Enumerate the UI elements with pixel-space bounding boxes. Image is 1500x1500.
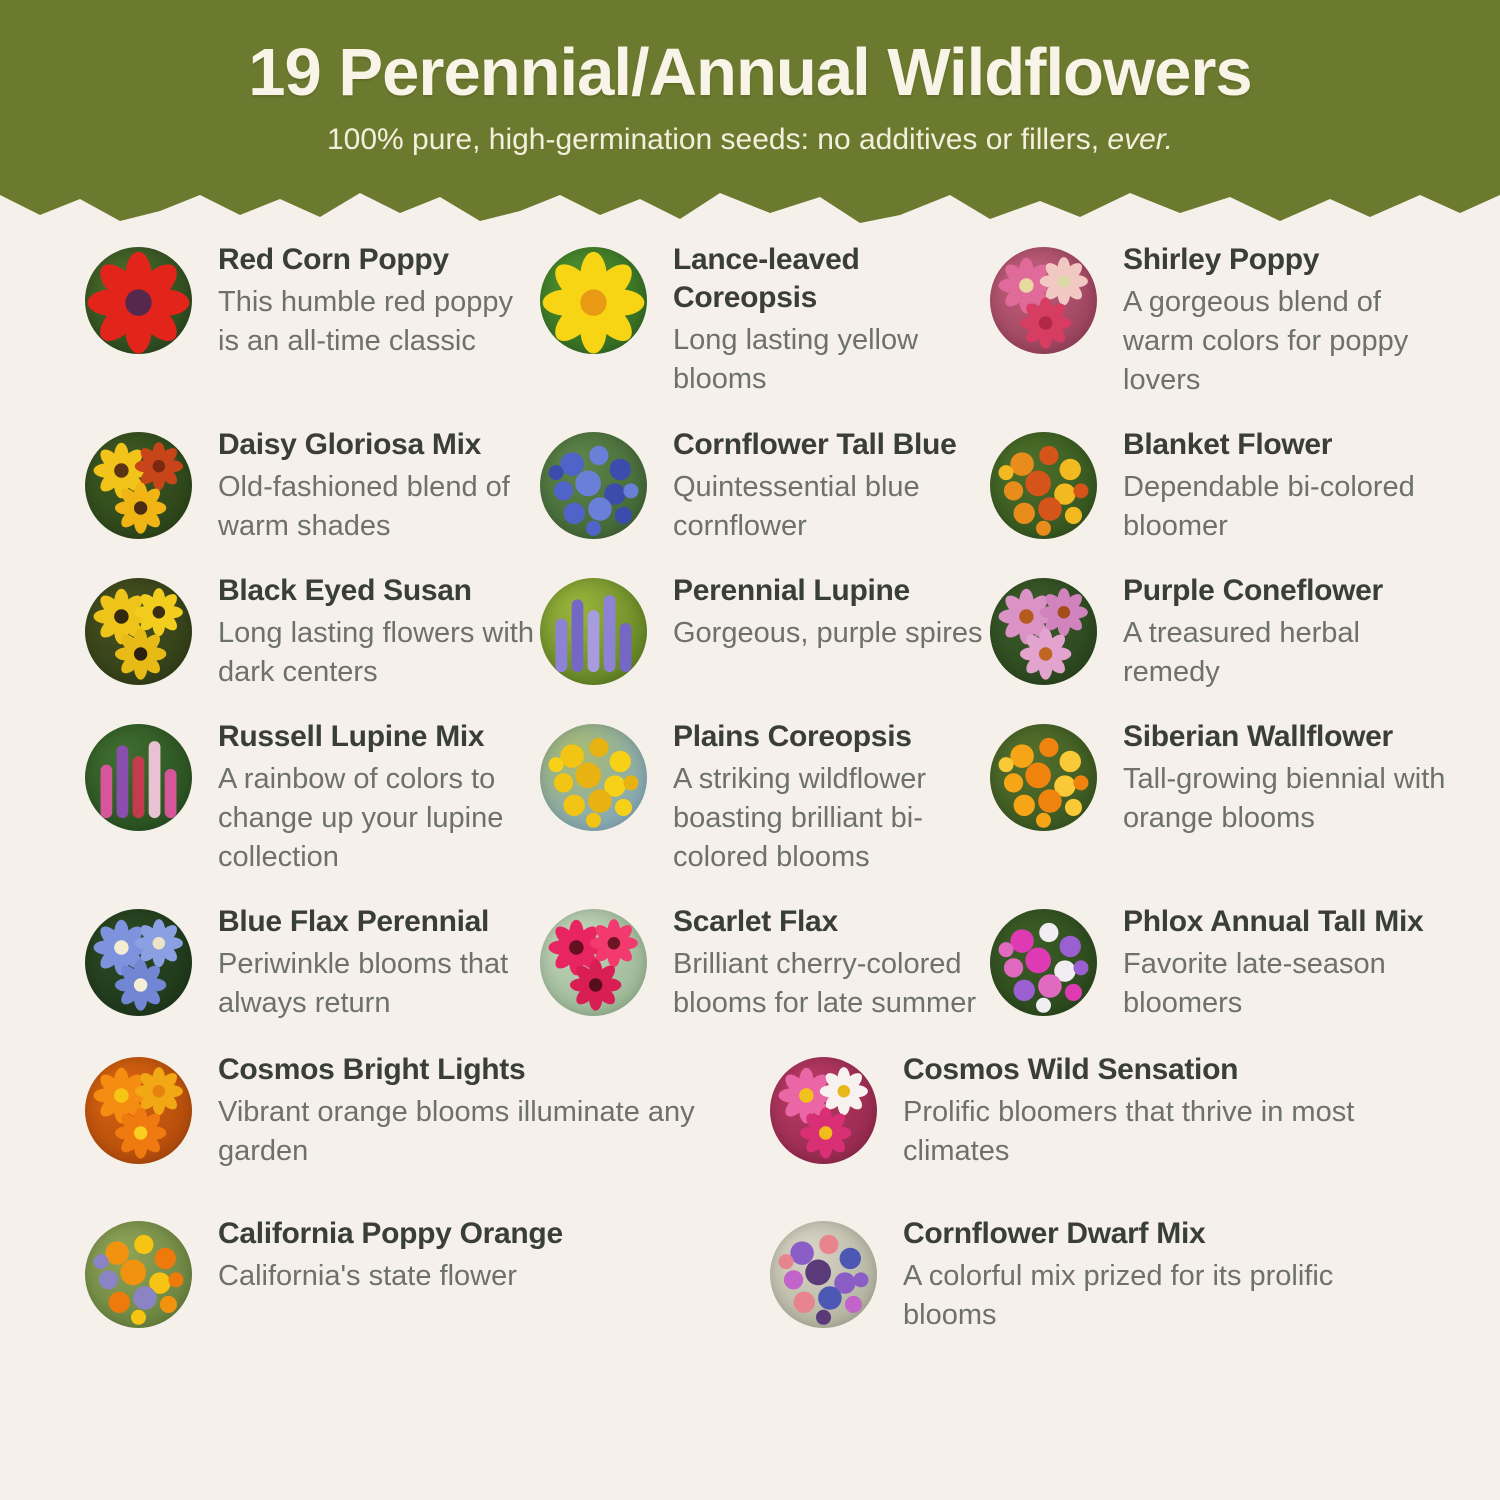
flower-illustration <box>540 909 647 1016</box>
subtitle-text: 100% pure, high-germination seeds: no additives or fillers, <box>326 123 1108 157</box>
flower-description: Periwinkle blooms that always return <box>218 948 509 1020</box>
flower-description: Vibrant orange blooms illuminate any garden <box>218 1096 695 1168</box>
flower-description: Gorgeous, purple spires <box>673 617 983 650</box>
flower-illustration <box>85 724 192 831</box>
page-subtitle <box>40 122 1460 158</box>
flower-name: Perennial Lupine <box>673 574 910 608</box>
flower-illustration <box>990 724 1097 831</box>
flower-name: Red Corn Poppy <box>218 243 449 277</box>
flower-name: Blue Flax Perennial <box>218 905 490 939</box>
flower-illustration <box>540 578 647 685</box>
flower-entry-blanket-flower <box>990 424 1450 546</box>
flower-description: A treasured herbal remedy <box>1123 617 1360 689</box>
flower-photo <box>85 578 192 685</box>
flower-name: Scarlet Flax <box>673 905 838 939</box>
flower-name: Cosmos Bright Lights <box>218 1053 526 1087</box>
flower-text <box>673 716 990 877</box>
flower-entry-daisy-gloriosa-mix <box>85 424 540 546</box>
flower-entry-phlox-annual-tall-mix <box>990 901 1450 1023</box>
flower-description: A gorgeous blend of warm colors for poppy lovers <box>1123 286 1409 397</box>
flower-description: Dependable bi-colored bloomer <box>1123 471 1415 543</box>
flower-text <box>903 1213 1423 1335</box>
flower-illustration <box>990 578 1097 685</box>
flower-photo <box>540 724 647 831</box>
flower-text <box>1123 901 1450 1023</box>
flower-illustration <box>85 1057 192 1164</box>
flower-description: Favorite late-season bloomers <box>1123 948 1386 1020</box>
flower-description: A rainbow of colors to change up your lupine collection <box>218 763 504 874</box>
flower-text <box>218 424 540 546</box>
flower-description: Brilliant cherry-colored blooms for late summer <box>673 948 976 1020</box>
flower-name: Purple Coneflower <box>1123 574 1383 608</box>
flower-description: California's state flower <box>218 1260 517 1293</box>
flower-photo <box>770 1221 877 1328</box>
flower-name: Plains Coreopsis <box>673 720 912 754</box>
flower-name: Lance-leaved Coreopsis <box>673 243 860 315</box>
flower-text <box>1123 239 1450 400</box>
flower-entry-purple-coneflower <box>990 570 1450 692</box>
flower-entry-plains-coreopsis <box>540 716 990 877</box>
flower-grid-main <box>85 239 1450 1023</box>
flower-name: Cornflower Dwarf Mix <box>903 1217 1206 1251</box>
flower-entry-blue-flax-perennial <box>85 901 540 1023</box>
flower-photo <box>990 247 1097 354</box>
flower-entry-cornflower-tall-blue <box>540 424 990 546</box>
flower-text <box>1123 716 1450 838</box>
flower-name: California Poppy Orange <box>218 1217 563 1251</box>
flower-name: Siberian Wallflower <box>1123 720 1393 754</box>
flower-illustration <box>770 1221 877 1328</box>
flower-text <box>218 1213 563 1296</box>
flower-name: Black Eyed Susan <box>218 574 472 608</box>
flower-illustration <box>990 909 1097 1016</box>
flower-illustration <box>85 909 192 1016</box>
flower-description: Old-fashioned blend of warm shades <box>218 471 510 543</box>
flower-name: Cornflower Tall Blue <box>673 428 957 462</box>
flower-entry-lance-leaved-coreopsis <box>540 239 990 400</box>
flower-description: A striking wildflower boasting brilliant bi-colored blooms <box>673 763 927 874</box>
flower-list-section <box>0 227 1500 1335</box>
flower-entry-black-eyed-susan <box>85 570 540 692</box>
flower-photo <box>540 909 647 1016</box>
flower-photo <box>770 1057 877 1164</box>
flower-entry-perennial-lupine <box>540 570 990 692</box>
flower-photo <box>990 578 1097 685</box>
flower-text <box>673 901 990 1023</box>
flower-illustration <box>540 432 647 539</box>
flower-photo <box>85 247 192 354</box>
flower-text <box>218 716 540 877</box>
flower-photo <box>540 578 647 685</box>
flower-description: Long lasting flowers with dark centers <box>218 617 534 689</box>
flower-name: Russell Lupine Mix <box>218 720 485 754</box>
flower-text <box>673 424 990 546</box>
flower-photo <box>540 432 647 539</box>
torn-paper-edge <box>0 187 1500 227</box>
flower-illustration <box>85 578 192 685</box>
flower-illustration <box>770 1057 877 1164</box>
flower-grid-wide <box>85 1049 1450 1335</box>
flower-photo <box>85 724 192 831</box>
flower-illustration <box>85 1221 192 1328</box>
flower-entry-cosmos-wild-sensation <box>770 1049 1450 1171</box>
flower-name: Daisy Gloriosa Mix <box>218 428 482 462</box>
flower-photo <box>540 247 647 354</box>
flower-entry-shirley-poppy <box>990 239 1450 400</box>
flower-entry-red-corn-poppy <box>85 239 540 400</box>
flower-photo <box>85 1221 192 1328</box>
header-banner <box>0 0 1500 188</box>
flower-text <box>218 239 540 361</box>
flower-text <box>1123 570 1450 692</box>
flower-entry-siberian-wallflower <box>990 716 1450 877</box>
flower-text <box>673 570 983 653</box>
flower-photo <box>85 432 192 539</box>
flower-text <box>218 901 540 1023</box>
flower-description: A colorful mix prized for its prolific blooms <box>903 1260 1334 1332</box>
flower-description: Prolific bloomers that thrive in most climates <box>903 1096 1355 1168</box>
flower-text <box>673 239 990 399</box>
subtitle-emphasis: ever. <box>1107 123 1174 157</box>
flower-illustration <box>540 247 647 354</box>
flower-description: This humble red poppy is an all-time classic <box>218 286 513 358</box>
flower-entry-california-poppy-orange <box>85 1213 770 1335</box>
flower-description: Quintessential blue cornflower <box>673 471 920 543</box>
flower-illustration <box>990 247 1097 354</box>
flower-name: Cosmos Wild Sensation <box>903 1053 1239 1087</box>
flower-photo <box>85 909 192 1016</box>
flower-photo <box>990 432 1097 539</box>
flower-illustration <box>85 247 192 354</box>
flower-text <box>903 1049 1423 1171</box>
flower-illustration <box>990 432 1097 539</box>
flower-text <box>1123 424 1450 546</box>
flower-photo <box>85 1057 192 1164</box>
flower-name: Blanket Flower <box>1123 428 1333 462</box>
flower-name: Shirley Poppy <box>1123 243 1320 277</box>
flower-text <box>218 1049 738 1171</box>
page-title: 19 Perennial/Annual Wildflowers <box>248 35 1252 110</box>
flower-entry-cosmos-bright-lights <box>85 1049 770 1171</box>
flower-photo <box>990 724 1097 831</box>
flower-name: Phlox Annual Tall Mix <box>1123 905 1424 939</box>
flower-entry-scarlet-flax <box>540 901 990 1023</box>
flower-illustration <box>85 432 192 539</box>
flower-description: Long lasting yellow blooms <box>673 324 919 396</box>
flower-entry-cornflower-dwarf-mix <box>770 1213 1450 1335</box>
flower-text <box>218 570 540 692</box>
flower-entry-russell-lupine-mix <box>85 716 540 877</box>
flower-description: Tall-growing biennial with orange blooms <box>1123 763 1446 835</box>
flower-illustration <box>540 724 647 831</box>
flower-photo <box>990 909 1097 1016</box>
